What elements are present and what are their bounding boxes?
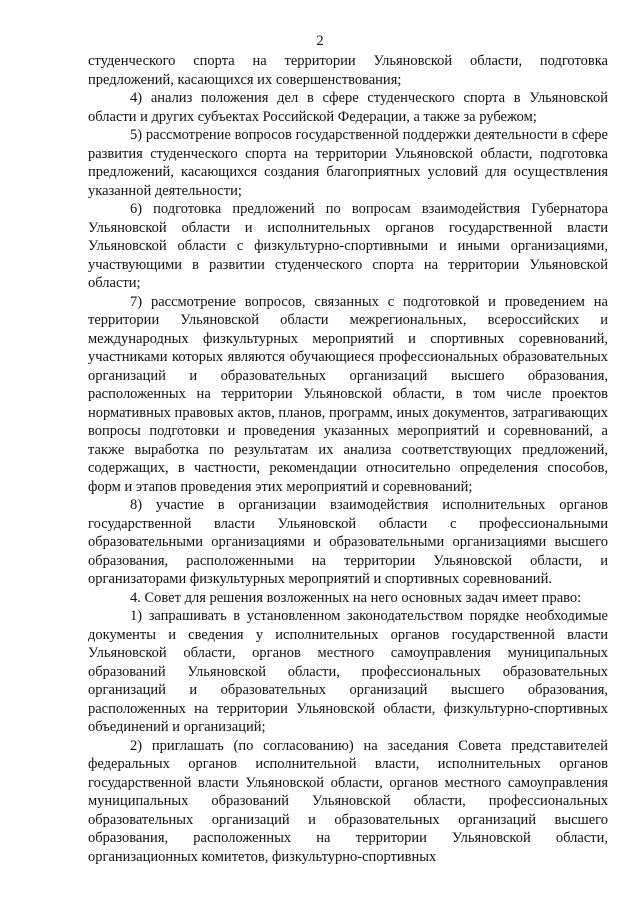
paragraph-3: 5) рассмотрение вопросов государственной поддержки деятельности в сфере развития студенческого спорта на территории Ульяновской области, подготовка предложений, касающихся создания благоприятных условий для осуществления указанной деятельности;	[88, 127, 608, 199]
paragraph-1: студенческого спорта на территории Ульяновской области, подготовка предложений, касающихся их совершенствования;	[88, 53, 608, 88]
paragraph-4: 6) подготовка предложений по вопросам взаимодействия Губернатора Ульяновской области и исполнительных органов государственной власти Ульяновской области с физкультурно-спортивными и иными организациями, участвующими в развитии студенческого спорта на территории Ульяновской области;	[88, 201, 608, 291]
paragraph-5: 7) рассмотрение вопросов, связанных с подготовкой и проведением на территории Ульяновской области межрегиональных, всероссийских и международных физкультурных мероприятий и спортивных соревнований, участниками которых являются обучающиеся профессиональных образовательных организаций и образовательных организаций высшего образования, расположенных на территории Ульяновской области, в том числе проектов нормативных правовых актов, планов, программ, иных документов, затрагивающих вопросы подготовки и проведения указанных мероприятий и соревнований, а также выработка по результатам их анализа соответствующих предложений, содержащих, в частности, рекомендации относительно определения способов, форм и этапов проведения этих мероприятий и соревнований;	[88, 293, 608, 495]
paragraph-2: 4) анализ положения дел в сфере студенческого спорта в Ульяновской области и других субъектах Российской Федерации, а также за рубежом;	[88, 90, 608, 125]
paragraph-6: 8) участие в организации взаимодействия исполнительных органов государственной власти Ульяновской области с профессиональными образовательными организациями и образовательными организациями высшего образования, расположенными на территории Ульяновской области, и организаторами физкультурных мероприятий и спортивных соревнований.	[88, 497, 608, 587]
paragraph-9: 2) приглашать (по согласованию) на заседания Совета представителей федеральных органов исполнительной власти, исполнительных органов государственной власти Ульяновской области, органов местного самоуправления муниципальных образований Ульяновской области, профессиональных образовательных организаций и образовательных организаций высшего образования, расположенных на территории Ульяновской области, организационных комитетов, физкультурно-спортивных	[88, 737, 608, 865]
paragraph-8: 1) запрашивать в установленном законодательством порядке необходимые документы и сведения у исполнительных органов государственной власти Ульяновской области, органов местного самоуправления муниципальных образований Ульяновской области, профессиональных образовательных организаций и образовательных организаций высшего образования, расположенных на территории Ульяновской области, физкультурно-спортивных объединений и организаций;	[88, 608, 608, 735]
document-body	[88, 52, 608, 866]
page-number: 2	[316, 33, 324, 49]
paragraph-7: 4. Совет для решения возложенных на него основных задач имеет право:	[130, 589, 582, 606]
